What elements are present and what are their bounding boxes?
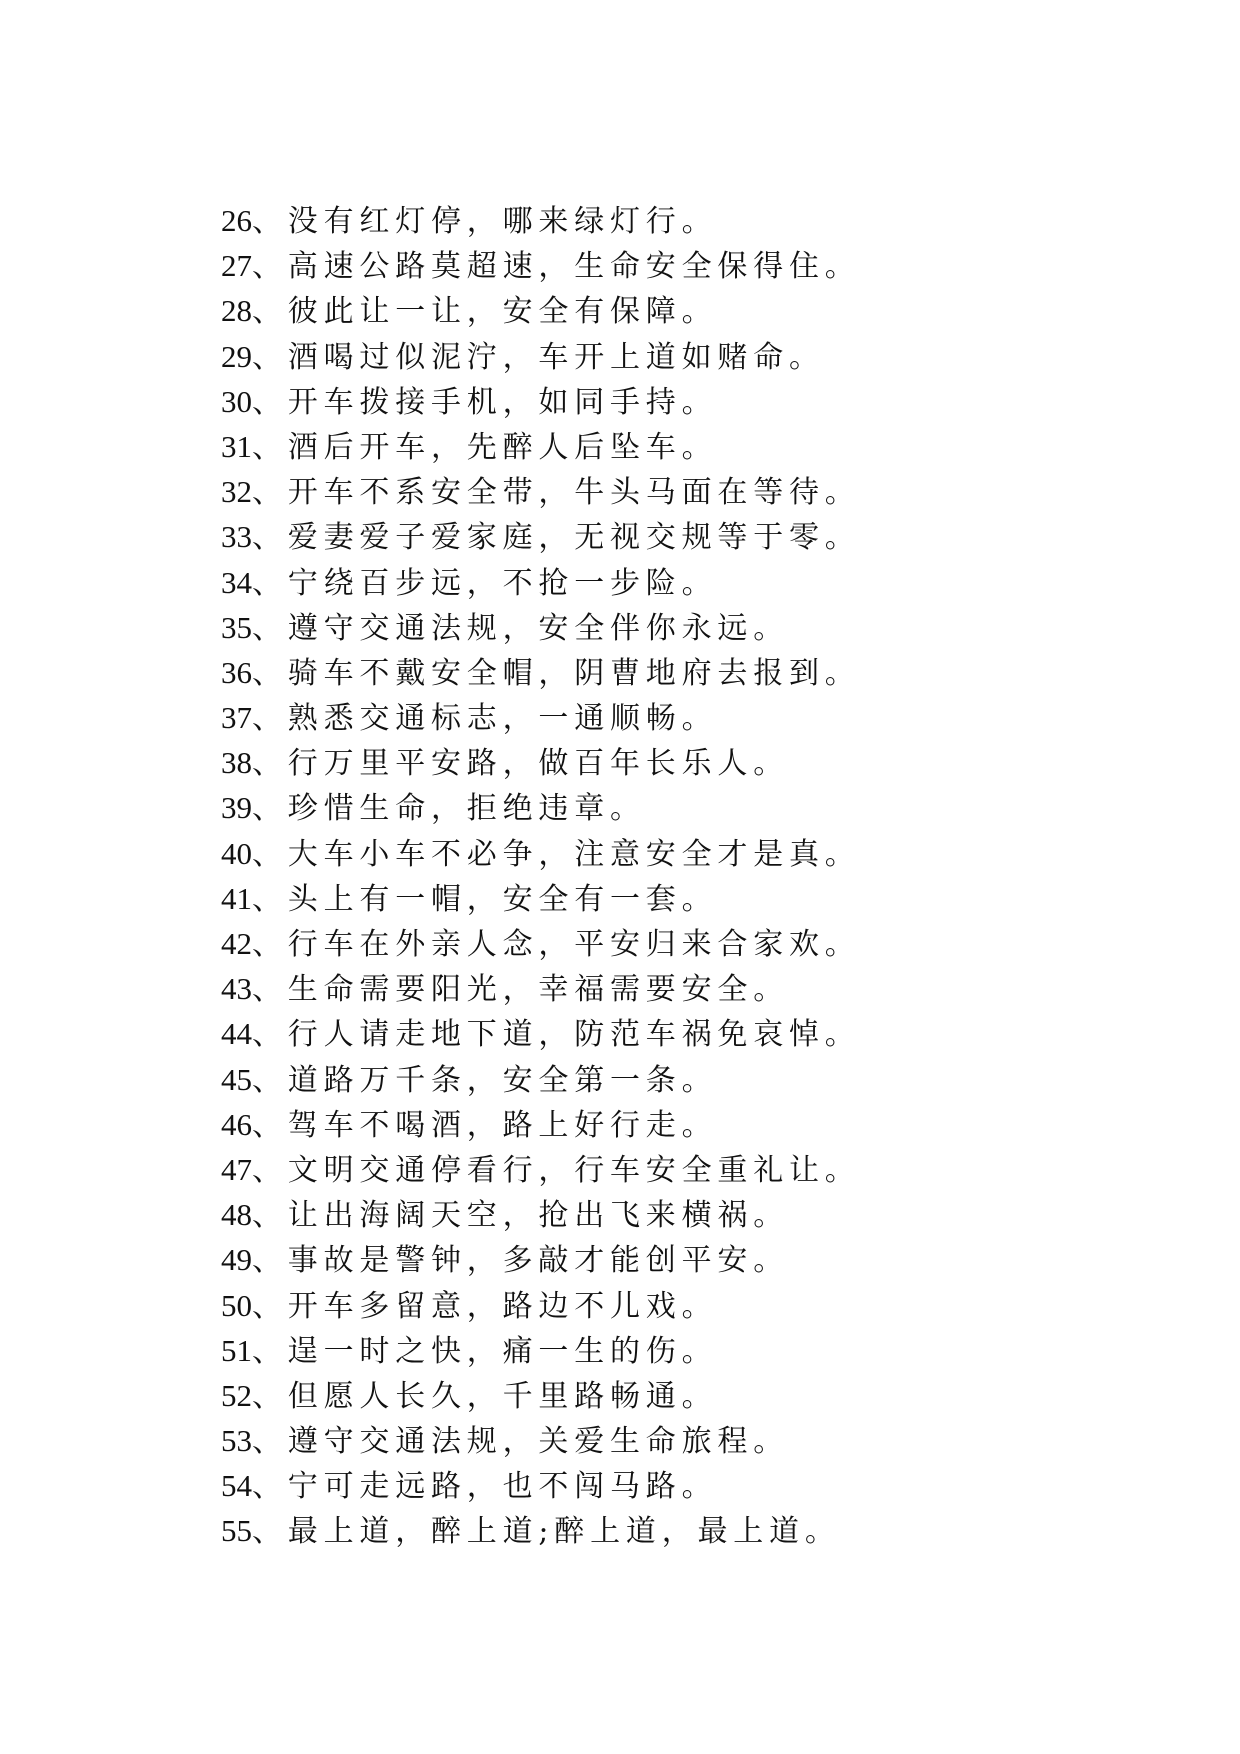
- item-number: 52: [221, 1377, 252, 1413]
- item-number: 48: [221, 1197, 252, 1233]
- item-text: 、遵守交通法规，关爱生命旅程。: [252, 1424, 789, 1460]
- item-number: 43: [221, 971, 252, 1007]
- list-item: [221, 650, 861, 695]
- item-number: 35: [221, 609, 252, 645]
- list-item: [221, 740, 861, 785]
- item-text: 、熟悉交通标志，一通顺畅。: [252, 701, 718, 737]
- item-text: 、但愿人长久，千里路畅通。: [252, 1378, 718, 1414]
- item-text: 、开车多留意，路边不儿戏。: [252, 1288, 718, 1324]
- item-number: 41: [221, 880, 252, 916]
- list-item: [221, 1147, 861, 1192]
- list-item: [221, 379, 861, 424]
- list-item: [221, 198, 861, 243]
- item-text: 、宁可走远路，也不闯马路。: [252, 1469, 718, 1505]
- item-text: 、遵守交通法规，安全伴你永远。: [252, 610, 789, 646]
- item-number: 46: [221, 1106, 252, 1142]
- item-text: 、酒后开车，先醉人后坠车。: [252, 429, 718, 465]
- item-number: 32: [221, 474, 252, 510]
- list-item: [221, 560, 861, 605]
- list-item: [221, 605, 861, 650]
- item-number: 37: [221, 700, 252, 736]
- list-item: [221, 695, 861, 740]
- list-item: [221, 1057, 861, 1102]
- list-item: [221, 424, 861, 469]
- item-number: 53: [221, 1423, 252, 1459]
- item-number: 50: [221, 1287, 252, 1323]
- item-text: 、行车在外亲人念，平安归来合家欢。: [252, 927, 861, 962]
- list-item: [221, 1237, 861, 1282]
- item-text: 、爱妻爱子爱家庭，无视交规等于零。: [252, 520, 861, 556]
- list-item: [221, 1192, 861, 1237]
- item-text: 、宁绕百步远，不抢一步险。: [252, 565, 718, 601]
- list-item: [221, 876, 861, 921]
- list-item: [221, 469, 861, 514]
- list-item: [221, 1283, 861, 1328]
- list-item: [221, 1011, 861, 1056]
- item-number: 33: [221, 519, 252, 555]
- item-number: 30: [221, 383, 252, 419]
- item-text: 、文明交通停看行，行车安全重礼让。: [252, 1152, 861, 1188]
- list-item: [221, 243, 861, 288]
- item-number: 31: [221, 428, 252, 464]
- item-text: 、驾车不喝酒，路上好行走。: [252, 1107, 718, 1143]
- item-number: 44: [221, 1016, 252, 1052]
- item-text: 、让出海阔天空，抢出飞来横祸。: [252, 1198, 789, 1234]
- list-item: [221, 334, 861, 379]
- item-text: 、逞一时之快，痛一生的伤。: [252, 1333, 718, 1369]
- item-number: 26: [221, 203, 252, 238]
- item-number: 38: [221, 745, 252, 781]
- item-text: 、大车小车不必争，注意安全才是真。: [252, 836, 861, 872]
- item-number: 27: [221, 248, 252, 284]
- item-number: 29: [221, 338, 252, 374]
- item-number: 34: [221, 564, 252, 600]
- list-item: [221, 1508, 861, 1553]
- item-number: 42: [221, 926, 252, 961]
- item-text: 、行万里平安路，做百年长乐人。: [252, 746, 789, 782]
- list-item: [221, 831, 861, 876]
- list-item: [221, 966, 861, 1011]
- item-text: 、开车拨接手机，如同手持。: [252, 384, 718, 420]
- item-text: 、生命需要阳光，幸福需要安全。: [252, 972, 789, 1008]
- item-number: 45: [221, 1061, 252, 1097]
- item-number: 49: [221, 1242, 252, 1278]
- item-number: 36: [221, 654, 252, 690]
- list-item: [221, 514, 861, 559]
- item-text: 、头上有一帽，安全有一套。: [252, 881, 718, 917]
- list-item: [221, 1418, 861, 1463]
- item-text: 、高速公路莫超速，生命安全保得住。: [252, 249, 861, 285]
- list-item: [221, 785, 861, 830]
- item-text: 、酒喝过似泥泞，车开上道如赌命。: [252, 339, 825, 375]
- item-text: 、事故是警钟，多敲才能创平安。: [252, 1243, 789, 1279]
- item-number: 54: [221, 1468, 252, 1504]
- item-text: 、没有红灯停，哪来绿灯行。: [252, 204, 718, 239]
- item-number: 47: [221, 1151, 252, 1187]
- item-number: 39: [221, 790, 252, 826]
- item-text: 、最上道，醉上道;醉上道，最上道。: [252, 1514, 841, 1550]
- slogan-list: [221, 198, 861, 1554]
- list-item: [221, 288, 861, 333]
- item-text: 、开车不系安全带，牛头马面在等待。: [252, 475, 861, 511]
- list-item: [221, 1463, 861, 1508]
- item-number: 28: [221, 293, 252, 329]
- item-text: 、珍惜生命，拒绝违章。: [252, 791, 646, 827]
- item-number: 51: [221, 1332, 252, 1368]
- item-text: 、骑车不戴安全帽，阴曹地府去报到。: [252, 655, 861, 691]
- list-item: [221, 1102, 861, 1147]
- list-item: [221, 921, 861, 966]
- item-text: 、彼此让一让，安全有保障。: [252, 294, 718, 330]
- item-text: 、行人请走地下道，防范车祸免哀悼。: [252, 1017, 861, 1053]
- list-item: [221, 1373, 861, 1418]
- item-number: 40: [221, 835, 252, 871]
- item-text: 、道路万千条，安全第一条。: [252, 1062, 718, 1098]
- item-number: 55: [221, 1513, 252, 1549]
- list-item: [221, 1328, 861, 1373]
